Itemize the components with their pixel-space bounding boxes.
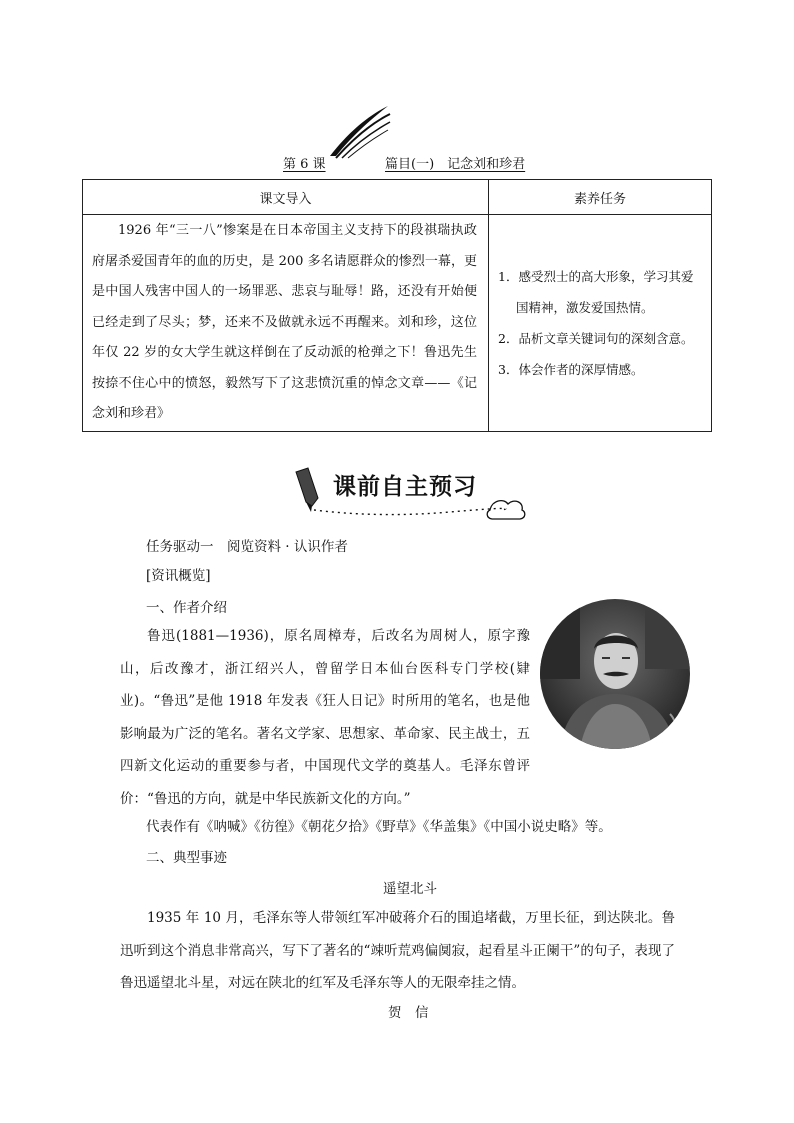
lesson-number: 第 6 课 [283,157,326,172]
task-item: 2．品析文章关键词句的深刻含意。 [498,330,694,346]
col-header-tasks: 素养任务 [489,180,712,215]
author-paragraph: 鲁迅(1881—1936)，原名周樟寿，后改名为周树人，原字豫山，后改豫才，浙江绍兴人，曾留学日本仙台医科专门学校(肄业)。“鲁迅”是他 1918 年发表《狂人日记》时所用的笔名，也是他影响最为广泛的笔名。著名文学家、思想家、革命家、民主战士，五四新文化运动的重要参与者，中国现代文学的奠基人。毛泽东曾评价：“鲁迅的方向，就是中华民族新文化的方向。” [120,628,530,807]
deeds-heading: 二、典型事迹 [146,850,227,866]
intro-cell [83,215,489,432]
works-line: 代表作有《呐喊》《彷徨》《朝花夕拾》《野草》《华盖集》《中国小说史略》等。 [146,819,612,835]
intro-text: 1926 年“三一八”惨案是在日本帝国主义支持下的段祺瑞执政府屠杀爱国青年的血的历史，是 200 多名请愿群众的惨烈一幕，更是中国人残害中国人的一场罪恶、悲哀与耻辱！路，还没有开始便已经走到了尽头；梦，还来不及做就永远不再醒来。刘和珍，这位年仅 22 岁的女大学生就这样倒在了反动派的枪弹之下！鲁迅先生按捺不住心中的愤怒，毅然写下了这悲愤沉重的悼念文章——《记念刘和珍君》 [92,223,477,421]
task-item: 1．感受烈士的高大形象，学习其爱国精神，激发爱国热情。 [498,268,694,315]
col-header-intro: 课文导入 [83,180,489,215]
pencil-icon [296,468,318,512]
intro-table [82,179,712,432]
lu-xun-portrait [540,599,690,749]
task-item: 3．体会作者的深厚情感。 [498,361,644,377]
story-title: 遥望北斗 [383,881,437,897]
pen-strokes-icon [322,104,392,160]
next-title: 贺 信 [388,1005,429,1021]
banner-title: 课前自主预习 [333,474,477,500]
info-label: [资讯概览] [146,568,211,584]
lesson-title: 篇目(一) 记念刘和珍君 [385,157,526,172]
tasks-cell [489,215,712,432]
story-paragraph: 1935 年 10 月，毛泽东等人带领红军冲破蒋介石的围追堵截，万里长征，到达陕北。鲁迅听到这个消息非常高兴，写下了著名的“竦听荒鸡偏阒寂，起看星斗正阑干”的句子，表现了鲁迅遥望北斗星，对远在陕北的红军及毛泽东等人的无限牵挂之情。 [120,910,675,992]
author-heading: 一、作者介绍 [146,600,227,616]
task-heading: 任务驱动一 阅览资料 · 认识作者 [146,539,348,555]
